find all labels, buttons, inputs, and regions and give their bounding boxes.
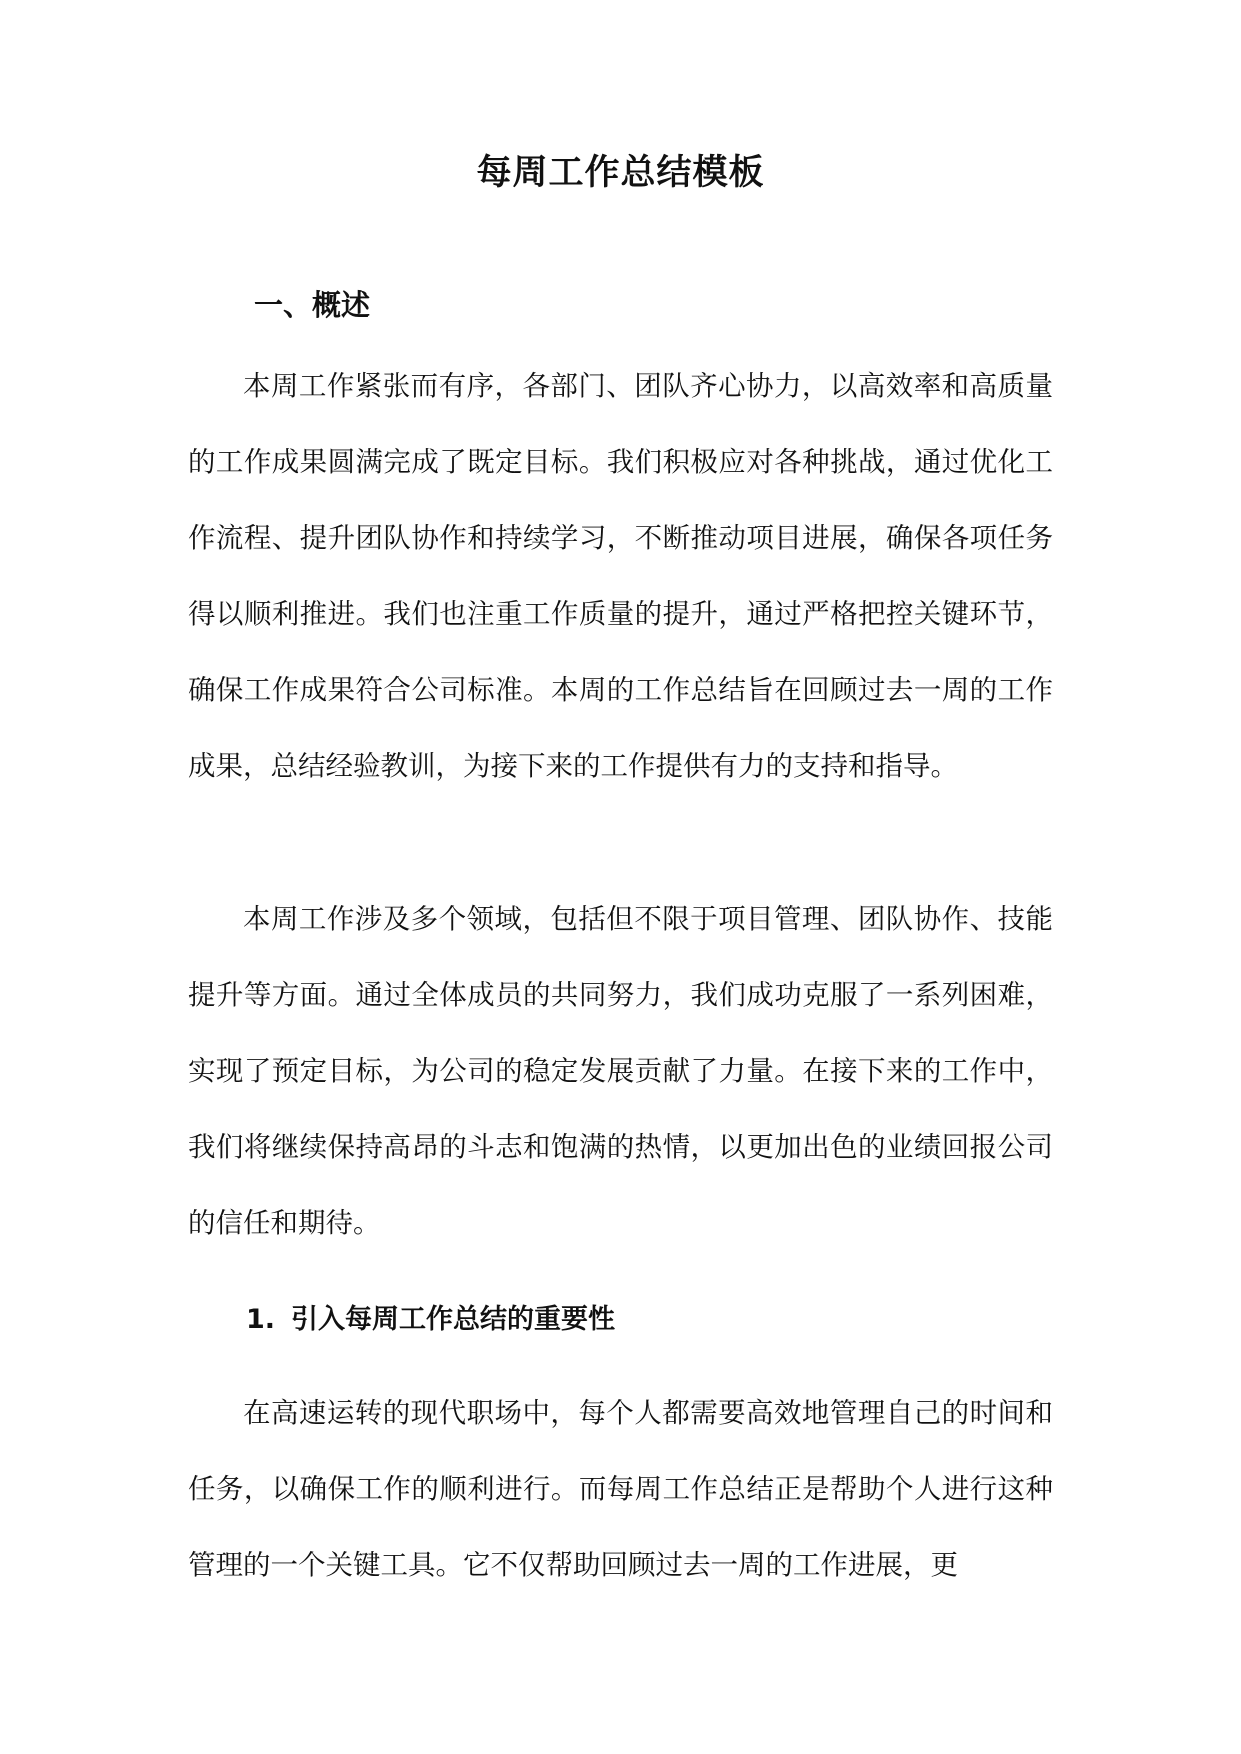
subsection-heading	[246, 1298, 615, 1342]
paragraph-overview-2: 本周工作涉及多个领域，包括但不限于项目管理、团队协作、技能提升等方面。通过全体成员的共同努力，我们成功克服了一系列困难，实现了预定目标，为公司的稳定发展贡献了力量。在接下来的工作中，我们将继续保持高昂的斗志和饱满的热情，以更加出色的业绩回报公司的信任和期待。	[188, 903, 1053, 1239]
page-title: 每周工作总结模板	[476, 153, 765, 193]
section-heading-overview: 一、概述	[254, 288, 371, 322]
paragraph-subsection: 在高速运转的现代职场中，每个人都需要高效地管理自己的时间和任务，以确保工作的顺利进行。而每周工作总结正是帮助个人进行这种管理的一个关键工具。它不仅帮助回顾过去一周的工作进展，更	[188, 1397, 1053, 1581]
subsection-number: 1.	[246, 1304, 276, 1335]
subsection-title: 引入每周工作总结的重要性	[291, 1304, 616, 1335]
paragraph-overview-1: 本周工作紧张而有序，各部门、团队齐心协力，以高效率和高质量的工作成果圆满完成了既定目标。我们积极应对各种挑战，通过优化工作流程、提升团队协作和持续学习，不断推动项目进展，确保各项任务得以顺利推进。我们也注重工作质量的提升，通过严格把控关键环节，确保工作成果符合公司标准。本周的工作总结旨在回顾过去一周的工作成果，总结经验教训，为接下来的工作提供有力的支持和指导。	[188, 370, 1053, 782]
